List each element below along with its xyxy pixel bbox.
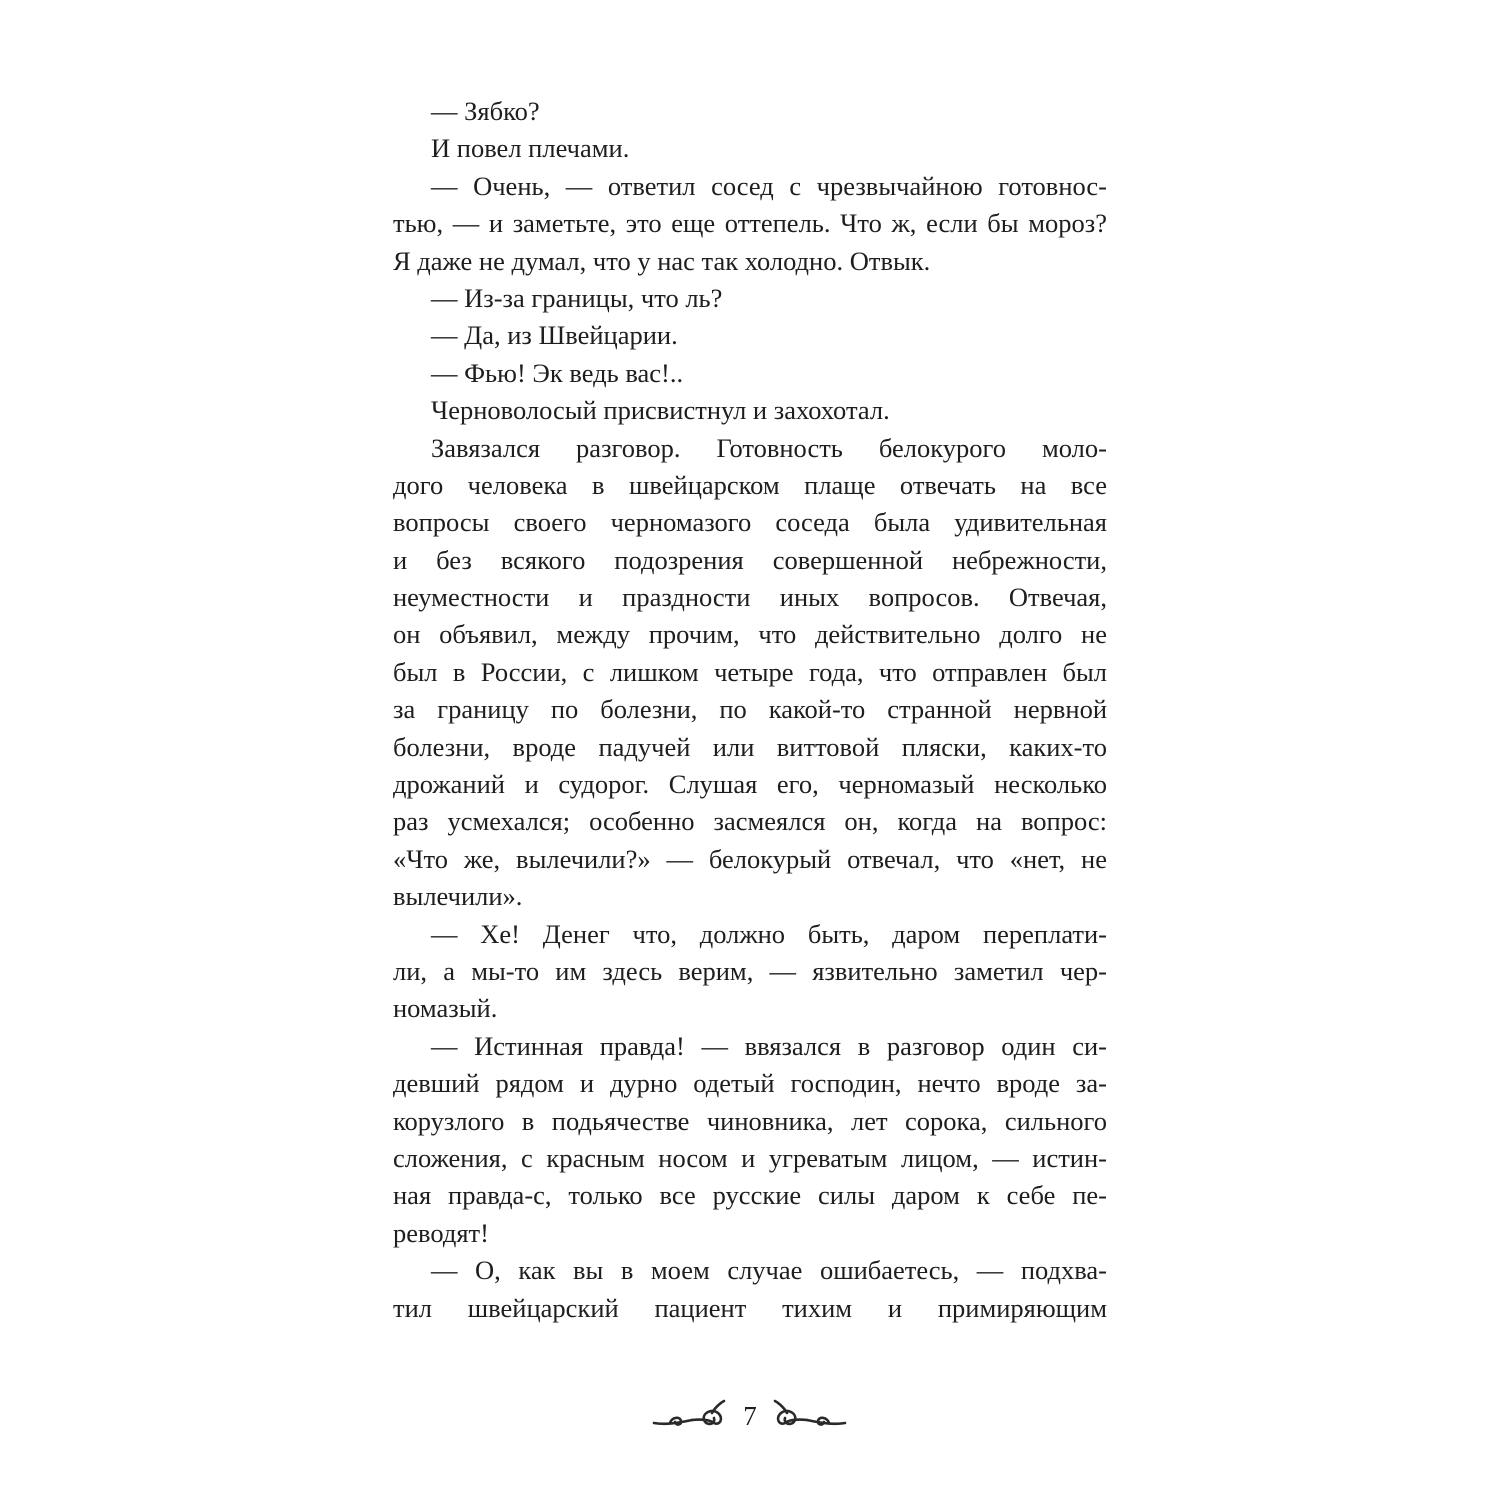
text-line: тью, — и заметьте, это еще оттепель. Что ж, если бы мороз? xyxy=(393,208,1107,239)
text-line: болезни, вроде падучей или виттовой пляски, каких-то xyxy=(393,731,1107,762)
page-number: 7 xyxy=(743,1401,757,1431)
text-line: — Хе! Денег что, должно быть, даром переплати- xyxy=(431,918,1107,949)
text-line: дого человека в швейцарском плаще отвечать на все xyxy=(393,469,1107,500)
text-line: Черноволосый присвистнул и захохотал. xyxy=(431,395,890,426)
text-line: девший рядом и дурно одетый господин, нечто вроде за- xyxy=(393,1068,1107,1099)
right-flourish-icon xyxy=(773,1396,847,1436)
text-line: — Очень, — ответил сосед с чрезвычайною готовнос- xyxy=(431,170,1107,201)
text-line: «Что же, вылечили?» — белокурый отвечал, что «нет, не xyxy=(393,843,1107,874)
text-line: дрожаний и судорог. Слушая его, черномазый несколько xyxy=(393,769,1107,800)
text-line: — Зябко? xyxy=(431,96,540,126)
text-line: И повел плечами. xyxy=(431,133,630,164)
text-line: — Истинная правда! — ввязался в разговор один си- xyxy=(431,1030,1107,1061)
text-line: ли, а мы-то им здесь верим, — язвительно заметил чер- xyxy=(393,955,1107,986)
text-line: вылечили». xyxy=(393,881,523,912)
text-line: сложения, с красным носом и угреватым лицом, — истин- xyxy=(393,1142,1107,1173)
text-line: тил швейцарский пациент тихим и примиряющим xyxy=(393,1292,1107,1323)
text-line: и без всякого подозрения совершенной небрежности, xyxy=(393,544,1107,575)
text-line: корузлого в подьячестве чиновника, лет сорока, сильного xyxy=(393,1105,1107,1136)
text-line: реводят! xyxy=(393,1217,489,1248)
text-line: Я даже не думал, что у нас так холодно. Отвык. xyxy=(393,245,931,276)
text-line: — Из-за границы, что ль? xyxy=(431,282,723,313)
text-line: ная правда-с, только все русские силы даром к себе пе- xyxy=(393,1180,1107,1211)
text-line: Завязался разговор. Готовность белокурого моло- xyxy=(431,432,1107,463)
page-footer xyxy=(0,1396,1500,1440)
text-line: раз усмехался; особенно засмеялся он, когда на вопрос: xyxy=(393,806,1107,837)
text-line: за границу по болезни, по какой-то странной нервной xyxy=(393,694,1107,725)
text-line: вопросы своего черномазого соседа была удивительная xyxy=(393,507,1107,538)
text-line: — О, как вы в моем случае ошибаетесь, — подхва- xyxy=(431,1255,1107,1286)
text-line: номазый. xyxy=(393,993,498,1024)
text-line: был в России, с лишком четыре года, что отправлен был xyxy=(393,656,1107,687)
body-text xyxy=(393,93,1107,1327)
left-flourish-icon xyxy=(652,1396,726,1436)
text-line: — Фью! Эк ведь вас!.. xyxy=(431,357,684,388)
text-line: он объявил, между прочим, что действительно долго не xyxy=(393,619,1107,650)
text-line: — Да, из Швейцарии. xyxy=(431,320,678,351)
text-line: неуместности и праздности иных вопросов. Отвечая, xyxy=(393,582,1107,613)
